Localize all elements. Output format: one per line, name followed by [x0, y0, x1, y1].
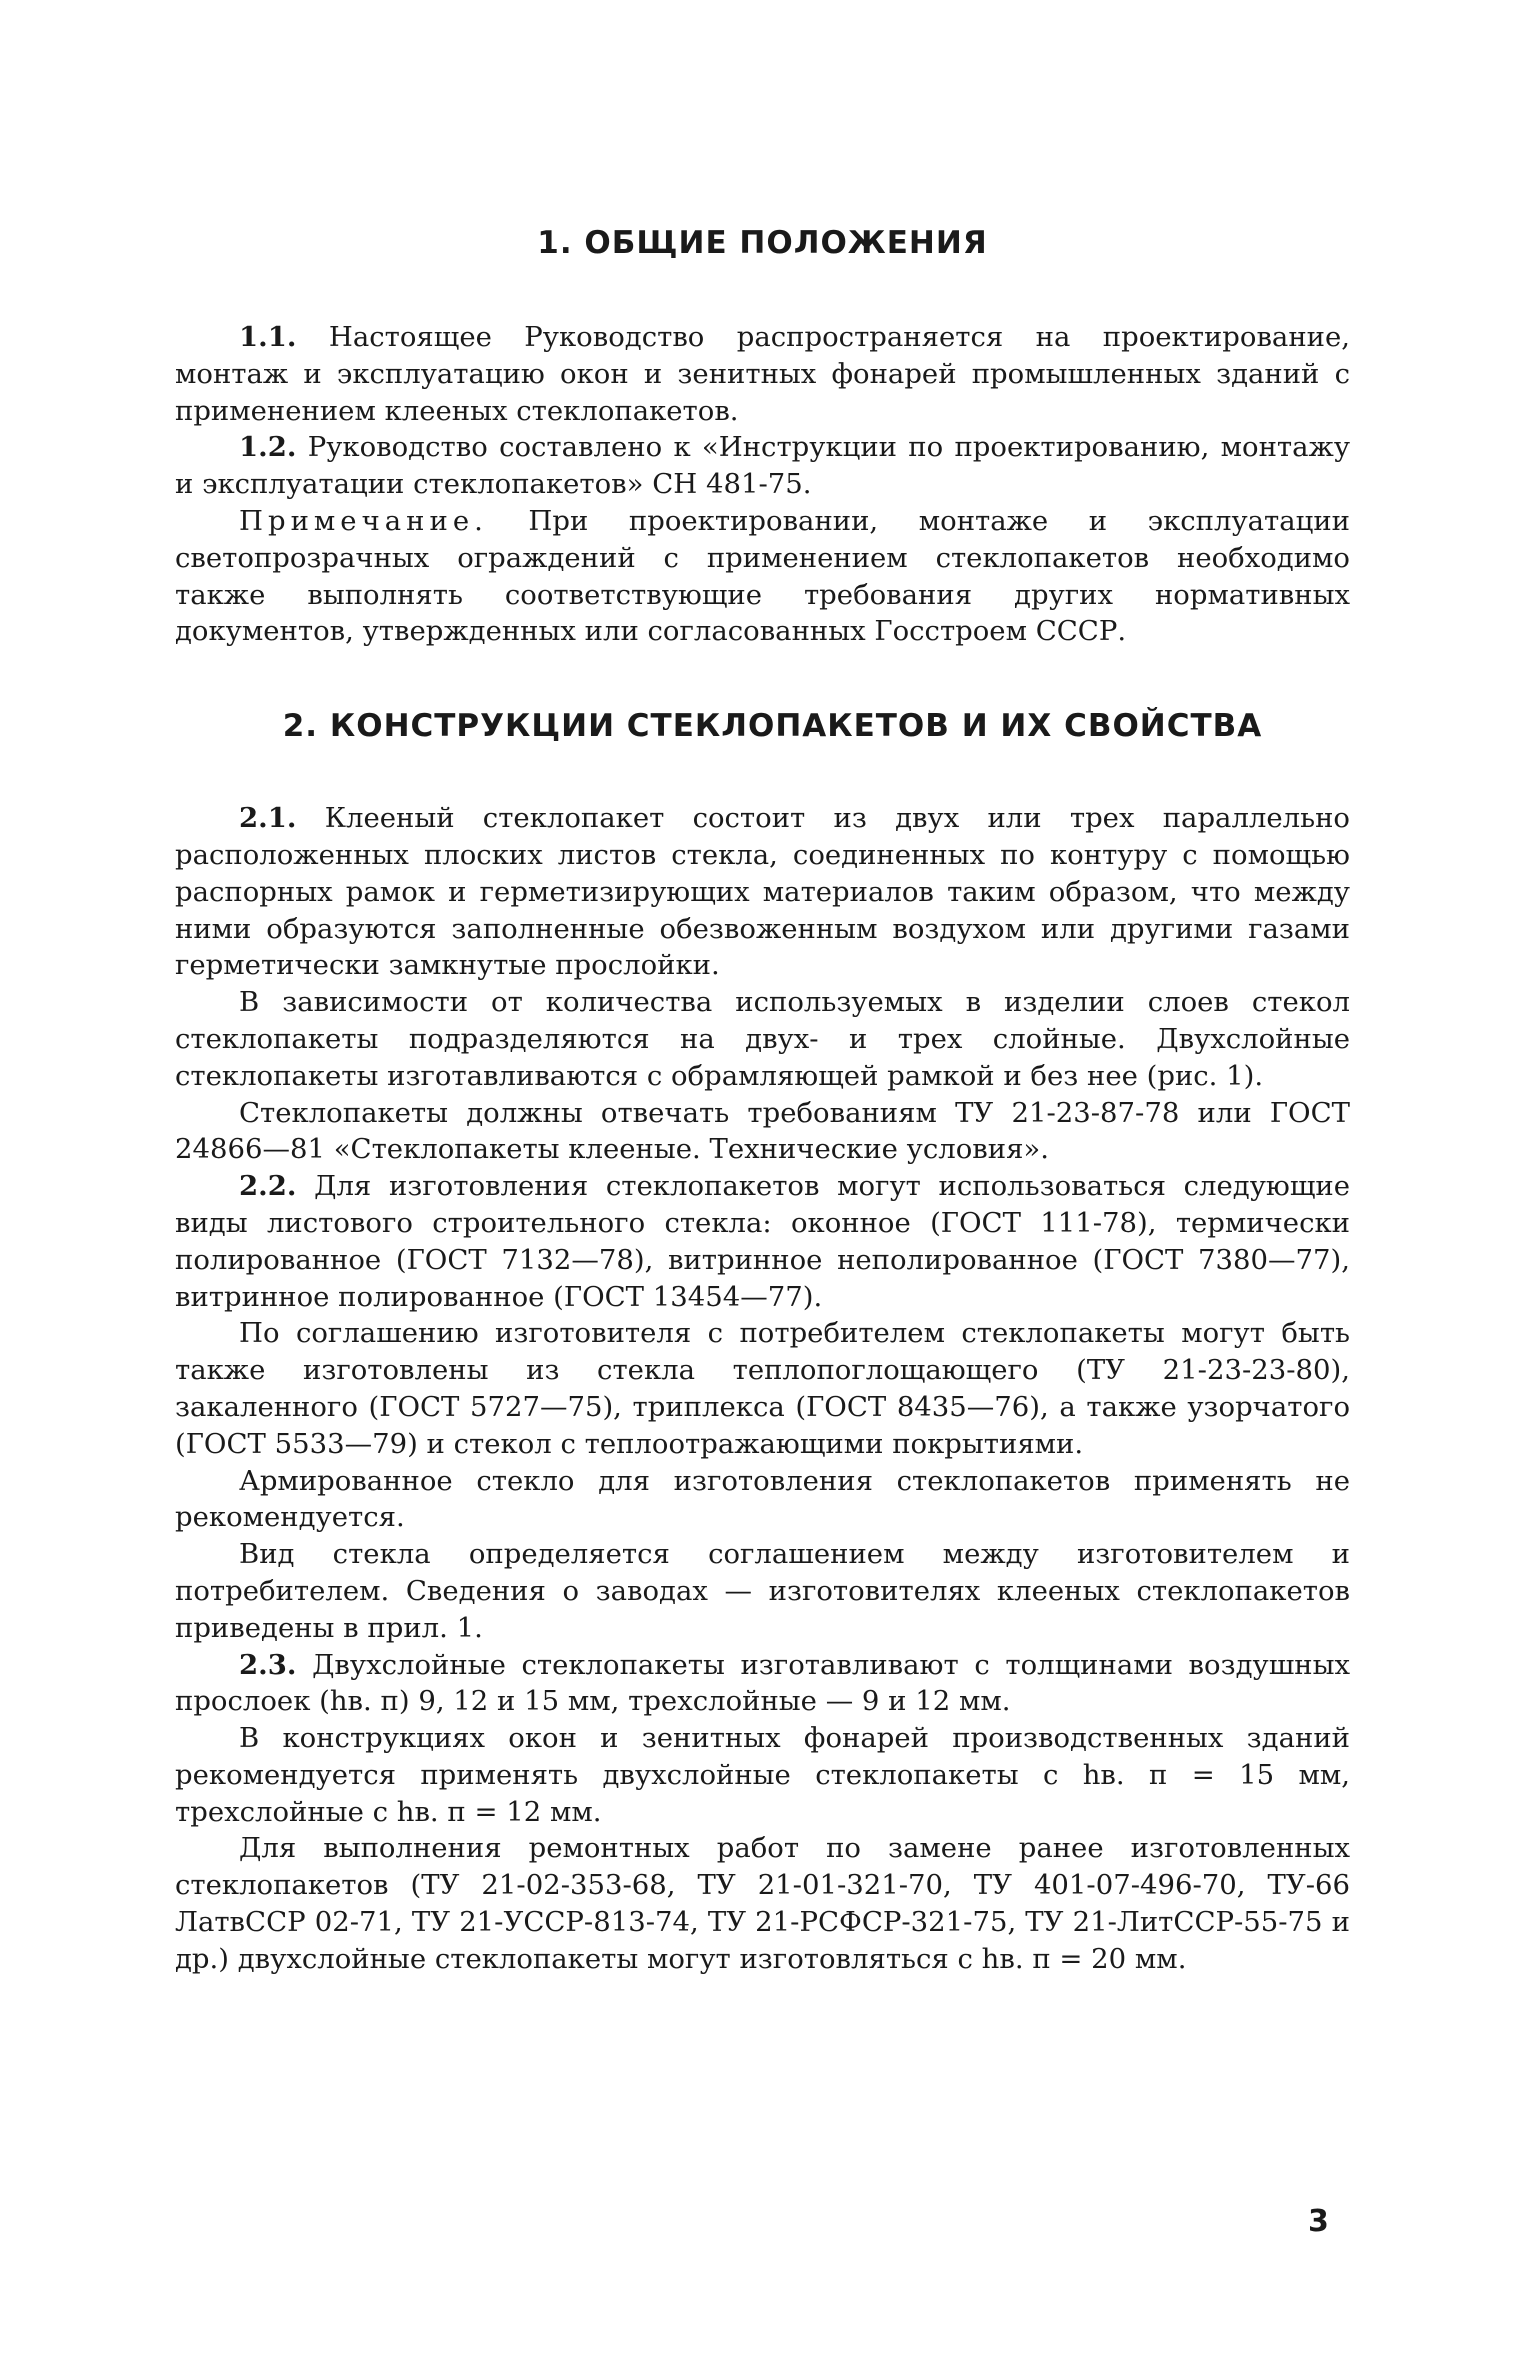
clause-number: 2.1. — [239, 802, 297, 835]
note-text: При проектировании, монтаже и эксплуатации светопрозрачных ограждений с применением стеклопакетов необходимо также выполнять соответствующие требования других нормативных документов, утвержденных или согласованных Госстроем СССР. — [175, 504, 1350, 648]
section-2-title: 2. КОНСТРУКЦИИ СТЕКЛОПАКЕТОВ И ИХ СВОЙСТВА — [282, 708, 1263, 745]
paragraph-2-2 — [175, 1168, 1350, 1315]
note-paragraph — [175, 503, 1350, 650]
paragraph-2-3-c: Для выполнения ремонтных работ по замене ранее изготовленных стеклопакетов (ТУ 21-02-353-68, ТУ 21-01-321-70, ТУ 401-07-496-70, ТУ-66 ЛатвССР 02-71, ТУ 21-УССР-813-74, ТУ 21-РСФСР-321-75, ТУ 21-ЛитССР-55-75 и др.) двухслойные стеклопакеты могут изготовляться с hв. п = 20 мм. — [175, 1832, 1350, 1975]
paragraph-text: Для изготовления стеклопакетов могут использоваться следующие виды листового строительного стекла: оконное (ГОСТ 111-78), термически полированное (ГОСТ 7132—78), витринное неполированное (ГОСТ 7380—77), витринное полированное (ГОСТ 13454—77). — [175, 1170, 1350, 1313]
note-label: Примечание. — [239, 504, 488, 537]
paragraph-2-2-b: По соглашению изготовителя с потребителем стеклопакеты могут быть также изготовлены из стекла теплопоглощающего (ТУ 21-23-23-80), закаленного (ГОСТ 5727—75), триплекса (ГОСТ 8435—76), а также узорчатого (ГОСТ 5533—79) и стекол с теплоотражающими покрытиями. — [175, 1317, 1350, 1460]
paragraph-1-2 — [175, 429, 1350, 503]
paragraph-text: Настоящее Руководство распространяется на проектирование, монтаж и эксплуатацию окон и зенитных фонарей промышленных зданий с применением клееных стеклопакетов. — [175, 321, 1350, 427]
paragraph-2-3-b: В конструкциях окон и зенитных фонарей производственных зданий рекомендуется применять двухслойные стеклопакеты с hв. п = 15 мм, трехслойные с hв. п = 12 мм. — [175, 1722, 1350, 1828]
paragraph-2-2-c: Армированное стекло для изготовления стеклопакетов применять не рекомендуется. — [175, 1464, 1350, 1534]
paragraph-text: Клееный стеклопакет состоит из двух или трех параллельно расположенных плоских листов стекла, соединенных по контуру с помощью распорных рамок и герметизирующих материалов таким образом, что между ними образуются заполненные обезвоженным воздухом или другими газами герметически замкнутые прослойки. — [175, 802, 1350, 982]
paragraph-2-1-c: Стеклопакеты должны отвечать требованиям ТУ 21-23-87-78 или ГОСТ 24866—81 «Стеклопакеты клееные. Технические условия». — [175, 1096, 1350, 1166]
clause-number: 1.2. — [239, 431, 297, 464]
paragraph-2-3 — [175, 1647, 1350, 1721]
paragraph-text: Руководство составлено к «Инструкции по проектированию, монтажу и эксплуатации стеклопакетов» СН 481-75. — [175, 431, 1350, 501]
paragraph-2-1-b: В зависимости от количества используемых в изделии слоев стекол стеклопакеты подразделяются на двух- и трех слойные. Двухслойные стеклопакеты изготавливаются с обрамляющей рамкой и без нее (рис. 1). — [175, 986, 1350, 1092]
paragraph-2-2-d: Вид стекла определяется соглашением между изготовителем и потребителем. Сведения о заводах — изготовителях клееных стеклопакетов приведены в прил. 1. — [175, 1538, 1350, 1644]
paragraph-text: Двухслойные стеклопакеты изготавливают с толщинами воздушных прослоек (hв. п) 9, 12 и 15 мм, трехслойные — 9 и 12 мм. — [175, 1648, 1350, 1718]
page-number: 3 — [1308, 2204, 1329, 2239]
paragraph-2-1 — [175, 800, 1350, 984]
document-page — [175, 225, 1350, 1978]
section-1-title: 1. ОБЩИЕ ПОЛОЖЕНИЯ — [537, 225, 988, 261]
paragraph-1-1 — [175, 319, 1350, 429]
clause-number: 2.2. — [239, 1170, 297, 1203]
clause-number: 1.1. — [239, 321, 297, 353]
clause-number: 2.3. — [239, 1648, 297, 1681]
